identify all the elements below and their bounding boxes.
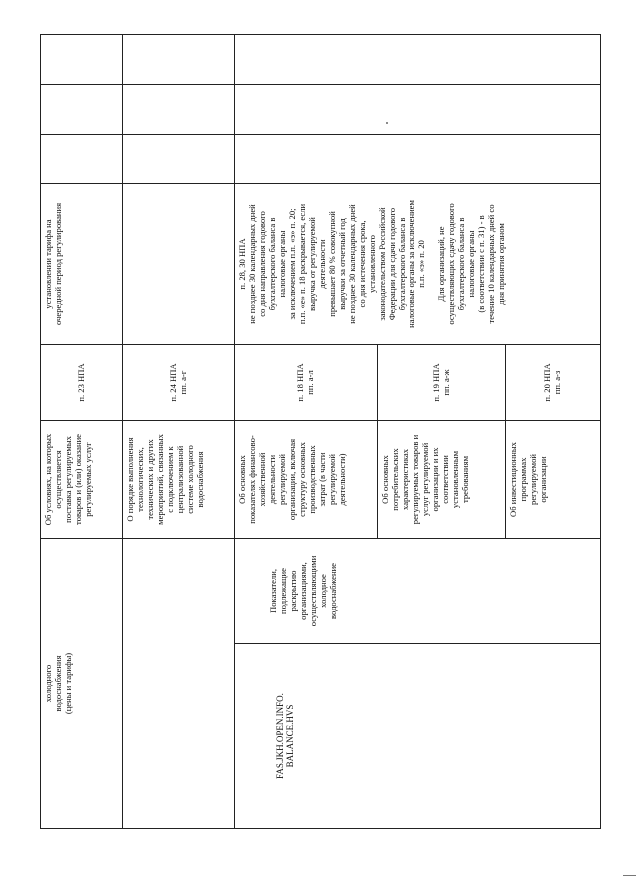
empty-cell — [235, 134, 601, 183]
group-cell: Показатели, подлежащие раскрытию организациями, осуществляющими холодное водоснабжение — [235, 538, 601, 643]
scan-speck — [386, 122, 388, 124]
rotated-table-container — [40, 35, 600, 829]
empty-cell — [235, 34, 601, 84]
item-conditions: Об условиях, на которых осуществляется поставка регулируемых товаров и (или) оказание регулируемых услуг — [41, 420, 123, 538]
ref-cell: п. 23 НПА — [41, 344, 123, 420]
empty-cell — [123, 134, 235, 183]
item-financial: Об основных показателях финансово- хозяйственной деятельности регулируемой организации, включая структуру основных производственных затрат (в части регулируемой деятельности) — [235, 420, 378, 538]
ref-cell: п. 19 НПА пп. а-ж — [378, 344, 506, 420]
group-prefix-cell: холодного водоснабжения (цены и тарифы) — [41, 538, 123, 828]
deadline-tariff: установлении тарифа на очередной период регулирования — [41, 183, 123, 344]
empty-cell — [41, 84, 123, 134]
empty-cell — [123, 183, 235, 344]
ref-cell: п. 20 НПА пп. а-з — [506, 344, 601, 420]
page-edge-rule — [623, 875, 636, 876]
empty-cell — [235, 84, 601, 134]
empty-cell — [41, 34, 123, 84]
empty-cell — [123, 34, 235, 84]
deadline-cell: п. 28, 30 НПА не позднее 30 календарных дней со дня направления годового бухгалтерского баланса в налоговые органы за исключением п.п. «э» п. 20; п.п. «е» п. 18 раскрывается, если выручка от регулируемой деятельности превышает 80 % совокупной выручки за отчетный год не позднее 30 календарных дней со дня истечения срока, установленного законодательством Российской Федерации для сдачи годового бухгалтерского баланса в налоговые органы за исключением п.п. «э» п. 20 Для организаций, не осуществляющих сдачу годового бухгалтерского баланса в налоговые органы (в соответствии с п. 31) - в течение 10 календарных дней со дня принятия органом — [235, 183, 601, 344]
item-connection: О порядке выполнения технологических, технических и других мероприятий, связанных с подключением к централизованной системе холодного водоснабжения — [123, 420, 235, 538]
item-investment-programs: Об инвестиционных программах регулируемой организации — [506, 420, 601, 538]
disclosure-table — [40, 34, 601, 829]
item-consumer-characteristics: Об основных потребительских характеристиках регулируемых товаров и услуг регулируемой организации и их соответствии установленным требованиям — [378, 420, 506, 538]
empty-cell — [123, 84, 235, 134]
empty-cell — [123, 538, 235, 828]
empty-cell — [41, 134, 123, 183]
ref-cell: п. 18 НПА пп. а-л — [235, 344, 378, 420]
ref-cell: п. 24 НПА пп. а-г — [123, 344, 235, 420]
form-code-cell: FAS.JKH.OPEN.INFO. BALANCE.HVS — [235, 644, 601, 829]
